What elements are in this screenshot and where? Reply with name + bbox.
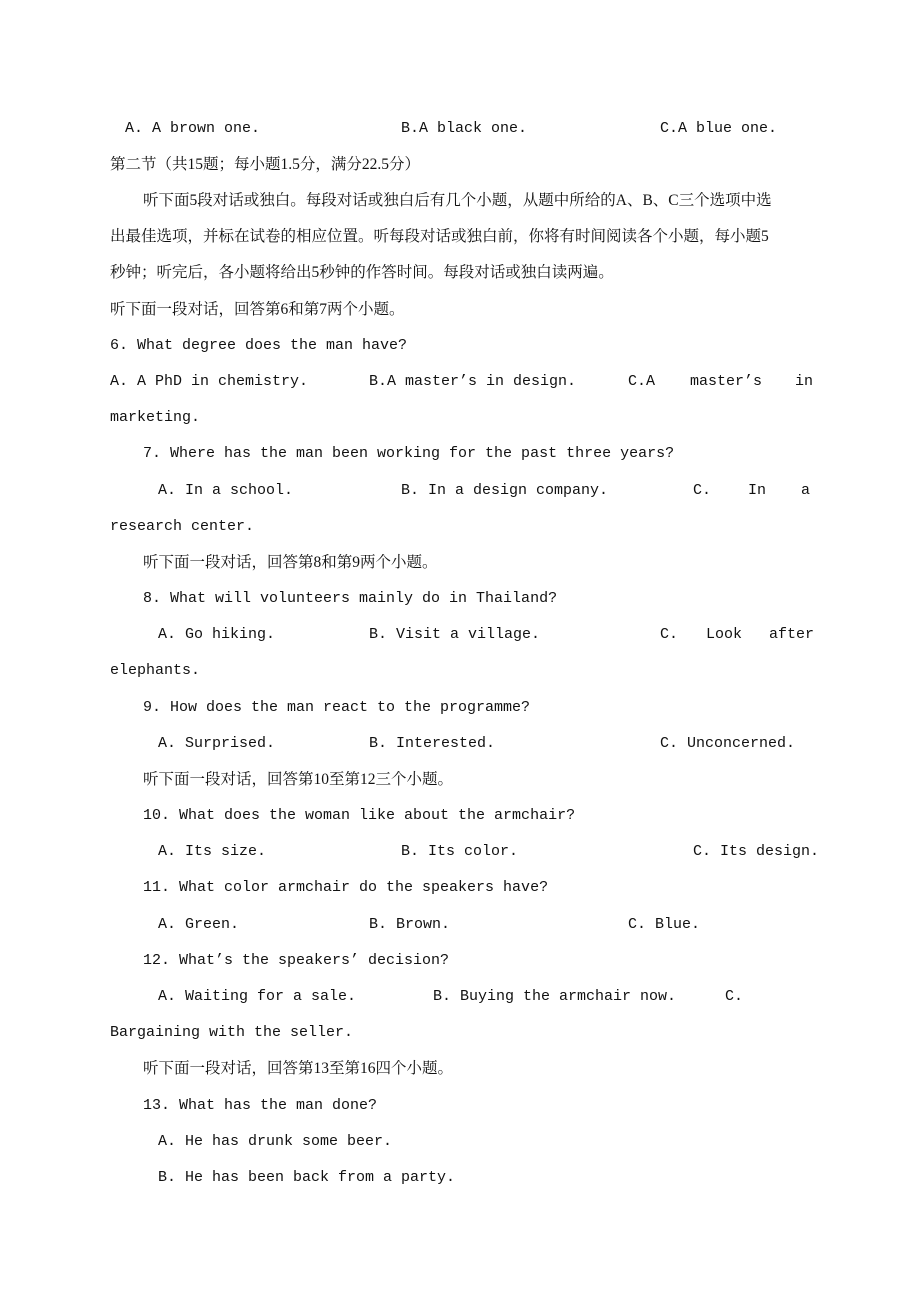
q7-option-a: A. In a school. — [158, 482, 294, 499]
q9-option-b: B. Interested. — [369, 735, 496, 752]
q13-option-b: B. He has been back from a party. — [158, 1169, 456, 1186]
question-11: 11. What color armchair do the speakers have? — [143, 879, 549, 896]
dialog-intro: 听下面一段对话，回答第13至第16四个小题。 — [143, 1060, 454, 1077]
question-10: 10. What does the woman like about the armchair? — [143, 807, 576, 824]
instruction-line-3: 秒钟；听完后，各小题将给出5秒钟的作答时间。每段对话或独白读两遍。 — [110, 264, 614, 281]
q13-option-a: A. He has drunk some beer. — [158, 1133, 393, 1150]
question-12: 12. What’s the speakers’ decision? — [143, 952, 450, 969]
q7-option-c-continued: research center. — [110, 518, 255, 535]
q6-option-a: A. A PhD in chemistry. — [110, 373, 309, 390]
q10-option-b: B. Its color. — [401, 843, 519, 860]
question-6: 6. What degree does the man have? — [110, 337, 408, 354]
q8-option-c-word: after — [769, 626, 815, 643]
dialog-intro: 听下面一段对话，回答第8和第9两个小题。 — [143, 554, 438, 571]
q12-option-a: A. Waiting for a sale. — [158, 988, 357, 1005]
q8-option-b: B. Visit a village. — [369, 626, 541, 643]
q8-option-a: A. Go hiking. — [158, 626, 276, 643]
q9-option-c: C. Unconcerned. — [660, 735, 796, 752]
question-8: 8. What will volunteers mainly do in Thailand? — [143, 590, 558, 607]
q6-option-c: C.A — [628, 373, 656, 390]
q8-option-c-word: Look — [706, 626, 743, 643]
q5-option-b: B.A black one. — [401, 120, 528, 137]
q7-option-c: C. — [693, 482, 712, 499]
q5-option-a: A. A brown one. — [125, 120, 261, 137]
q6-option-b: B.A master’s in design. — [369, 373, 577, 390]
q12-option-c-continued: Bargaining with the seller. — [110, 1024, 354, 1041]
q7-option-b: B. In a design company. — [401, 482, 609, 499]
q12-option-c: C. — [725, 988, 744, 1005]
q9-option-a: A. Surprised. — [158, 735, 276, 752]
question-9: 9. How does the man react to the programme? — [143, 699, 531, 716]
q6-option-c-continued: marketing. — [110, 409, 201, 426]
q7-option-c-word: a — [801, 482, 811, 499]
dialog-intro: 听下面一段对话，回答第6和第7两个小题。 — [110, 301, 405, 318]
q7-option-c-word: In — [748, 482, 767, 499]
instruction-line-2: 出最佳选项，并标在试卷的相应位置。听每段对话或独白前，你将有时间阅读各个小题，每小题5 — [110, 228, 769, 245]
q11-option-c: C. Blue. — [628, 916, 701, 933]
q12-option-b: B. Buying the armchair now. — [433, 988, 677, 1005]
q6-option-c-word: master’s — [690, 373, 763, 390]
question-13: 13. What has the man done? — [143, 1097, 378, 1114]
q10-option-c: C. Its design. — [693, 843, 820, 860]
q6-option-c-word: in — [795, 373, 814, 390]
q11-option-a: A. Green. — [158, 916, 240, 933]
section-heading: 第二节（共15题；每小题1.5分，满分22.5分） — [110, 156, 421, 173]
q8-option-c-continued: elephants. — [110, 662, 201, 679]
q5-option-c: C.A blue one. — [660, 120, 778, 137]
q8-option-c: C. — [660, 626, 679, 643]
q10-option-a: A. Its size. — [158, 843, 267, 860]
q11-option-b: B. Brown. — [369, 916, 451, 933]
instruction-line-1: 听下面5段对话或独白。每段对话或独白后有几个小题，从题中所给的A、B、C三个选项中选 — [143, 192, 772, 209]
question-7: 7. Where has the man been working for the past three years? — [143, 445, 675, 462]
dialog-intro: 听下面一段对话，回答第10至第12三个小题。 — [143, 771, 454, 788]
